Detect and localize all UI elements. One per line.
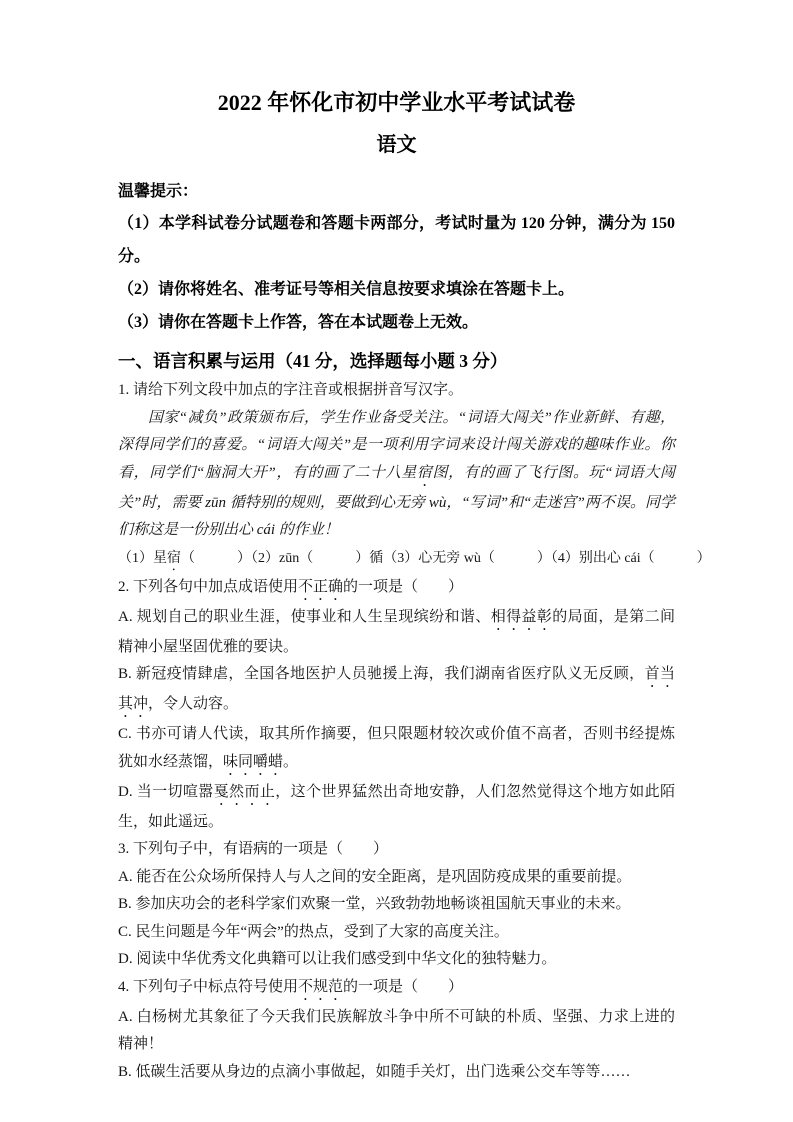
- question-2-stem: 2. 下列各句中加点成语使用不正确的一项是（ ）: [118, 578, 464, 595]
- emphasis-dotted-text: 味同嚼蜡: [223, 753, 284, 770]
- notice-item-2: （2）请你将姓名、准考证号等相关信息按要求填涂在答题卡上。: [118, 281, 575, 298]
- emphasis-dotted-text: 首当其冲: [118, 666, 675, 712]
- exam-subject: 语文: [376, 134, 417, 156]
- question-3-option-d: D. 阅读中华优秀文化典籍可以让我们感受到中华文化的独特魅力。: [118, 951, 557, 967]
- question-1: [118, 377, 711, 574]
- question-3-option-b: B. 参加庆功会的老科学家们欢聚一堂，兴致勃勃地畅谈祖国航天事业的未来。: [118, 896, 631, 912]
- question-4: [118, 974, 675, 1087]
- question-2: [118, 574, 675, 837]
- question-1-stem: 1. 请给下列文段中加点的字注音或根据拼音写汉字。: [118, 382, 464, 398]
- emphasis-dotted-text: 宿: [416, 464, 433, 481]
- notice-heading: 温馨提示：: [118, 183, 199, 200]
- question-2-option-c: C. 书亦可请人代读，取其所作摘要，但只限题材较次或价值不高者，否则书经提炼犹如水经蒸馏，味同嚼蜡。: [118, 726, 675, 770]
- question-3: [118, 836, 675, 974]
- question-1-blanks: （1）星宿（ ）（2）zūn（ ）循（3）心无旁 wù（ ）（4）别出心 cái（ ）: [118, 550, 711, 566]
- exam-title: 2022 年怀化市初中学业水平考试试卷: [217, 90, 576, 115]
- questions-area: [118, 377, 711, 1086]
- emphasis-dotted-text: 戛然而止: [213, 783, 276, 800]
- question-2-option-b: B. 新冠疫情肆虐，全国各地医护人员驰援上海，我们湖南省医疗队义无反顾，首当其冲，令人动容。: [118, 666, 675, 712]
- notice-item-1: （1）本学科试卷分试题卷和答题卡两部分，考试时量为 120 分钟，满分为 150 分。: [118, 215, 675, 265]
- question-3-option-a: A. 能否在公众场所保持人与人之间的安全距离，是巩固防疫成果的重要前提。: [118, 868, 632, 885]
- section-heading: 一、语言积累与运用（41 分，选择题每小题 3 分）: [118, 351, 508, 371]
- question-4-option-a: A. 白杨树尤其象征了今天我们民族解放斗争中所不可缺的朴质、坚强、力求上进的精神！: [118, 1008, 675, 1052]
- notice-list: [118, 207, 675, 339]
- question-4-option-b: B. 低碳生活要从身边的点滴小事做起，如随手关灯，出门选乘公交车等等……: [118, 1063, 631, 1080]
- emphasis-dotted-text: 相得益彰: [490, 608, 553, 625]
- question-1-passage: 国家“减负”政策颁布后，学生作业备受关注。“词语大闯关”作业新鲜、有趣，深得同学们的喜爱。“词语大闯关”是一项利用字词来设计闯关游戏的趣味作业。你看，同学们“脑洞大开”，有的画了二十八星宿图，有的画了飞行图。玩“词语大闯关”时，需要 zūn 循特别的规则，要做到心无旁 wù，“写词”和“走迷宫”两不误。同学们称这是一份别出心 cái 的作业！: [118, 409, 675, 538]
- emphasis-dotted-text: 宿: [167, 550, 181, 566]
- question-2-option-d: D. 当一切喧嚣戛然而止，这个世界猛然出奇地安静，人们忽然觉得这个地方如此陌生，如此遥远。: [118, 783, 675, 830]
- question-3-option-c: C. 民生问题是今年“两会”的热点，受到了大家的高度关注。: [118, 923, 509, 940]
- question-2-option-a: A. 规划自己的职业生涯，使事业和人生呈现缤纷和谐、相得益彰的局面，是第二间精神小屋坚固优雅的要诀。: [118, 608, 675, 655]
- question-4-stem: 4. 下列句子中标点符号使用不规范的一项是（ ）: [118, 978, 464, 995]
- emphasis-dotted-text: 不规范: [298, 978, 344, 995]
- notice-item-3: （3）请你在答题卡上作答，答在本试题卷上无效。: [118, 314, 479, 331]
- emphasis-dotted-text: 不正确: [298, 578, 344, 595]
- question-3-stem: 3. 下列句子中，有语病的一项是（ ）: [118, 841, 389, 857]
